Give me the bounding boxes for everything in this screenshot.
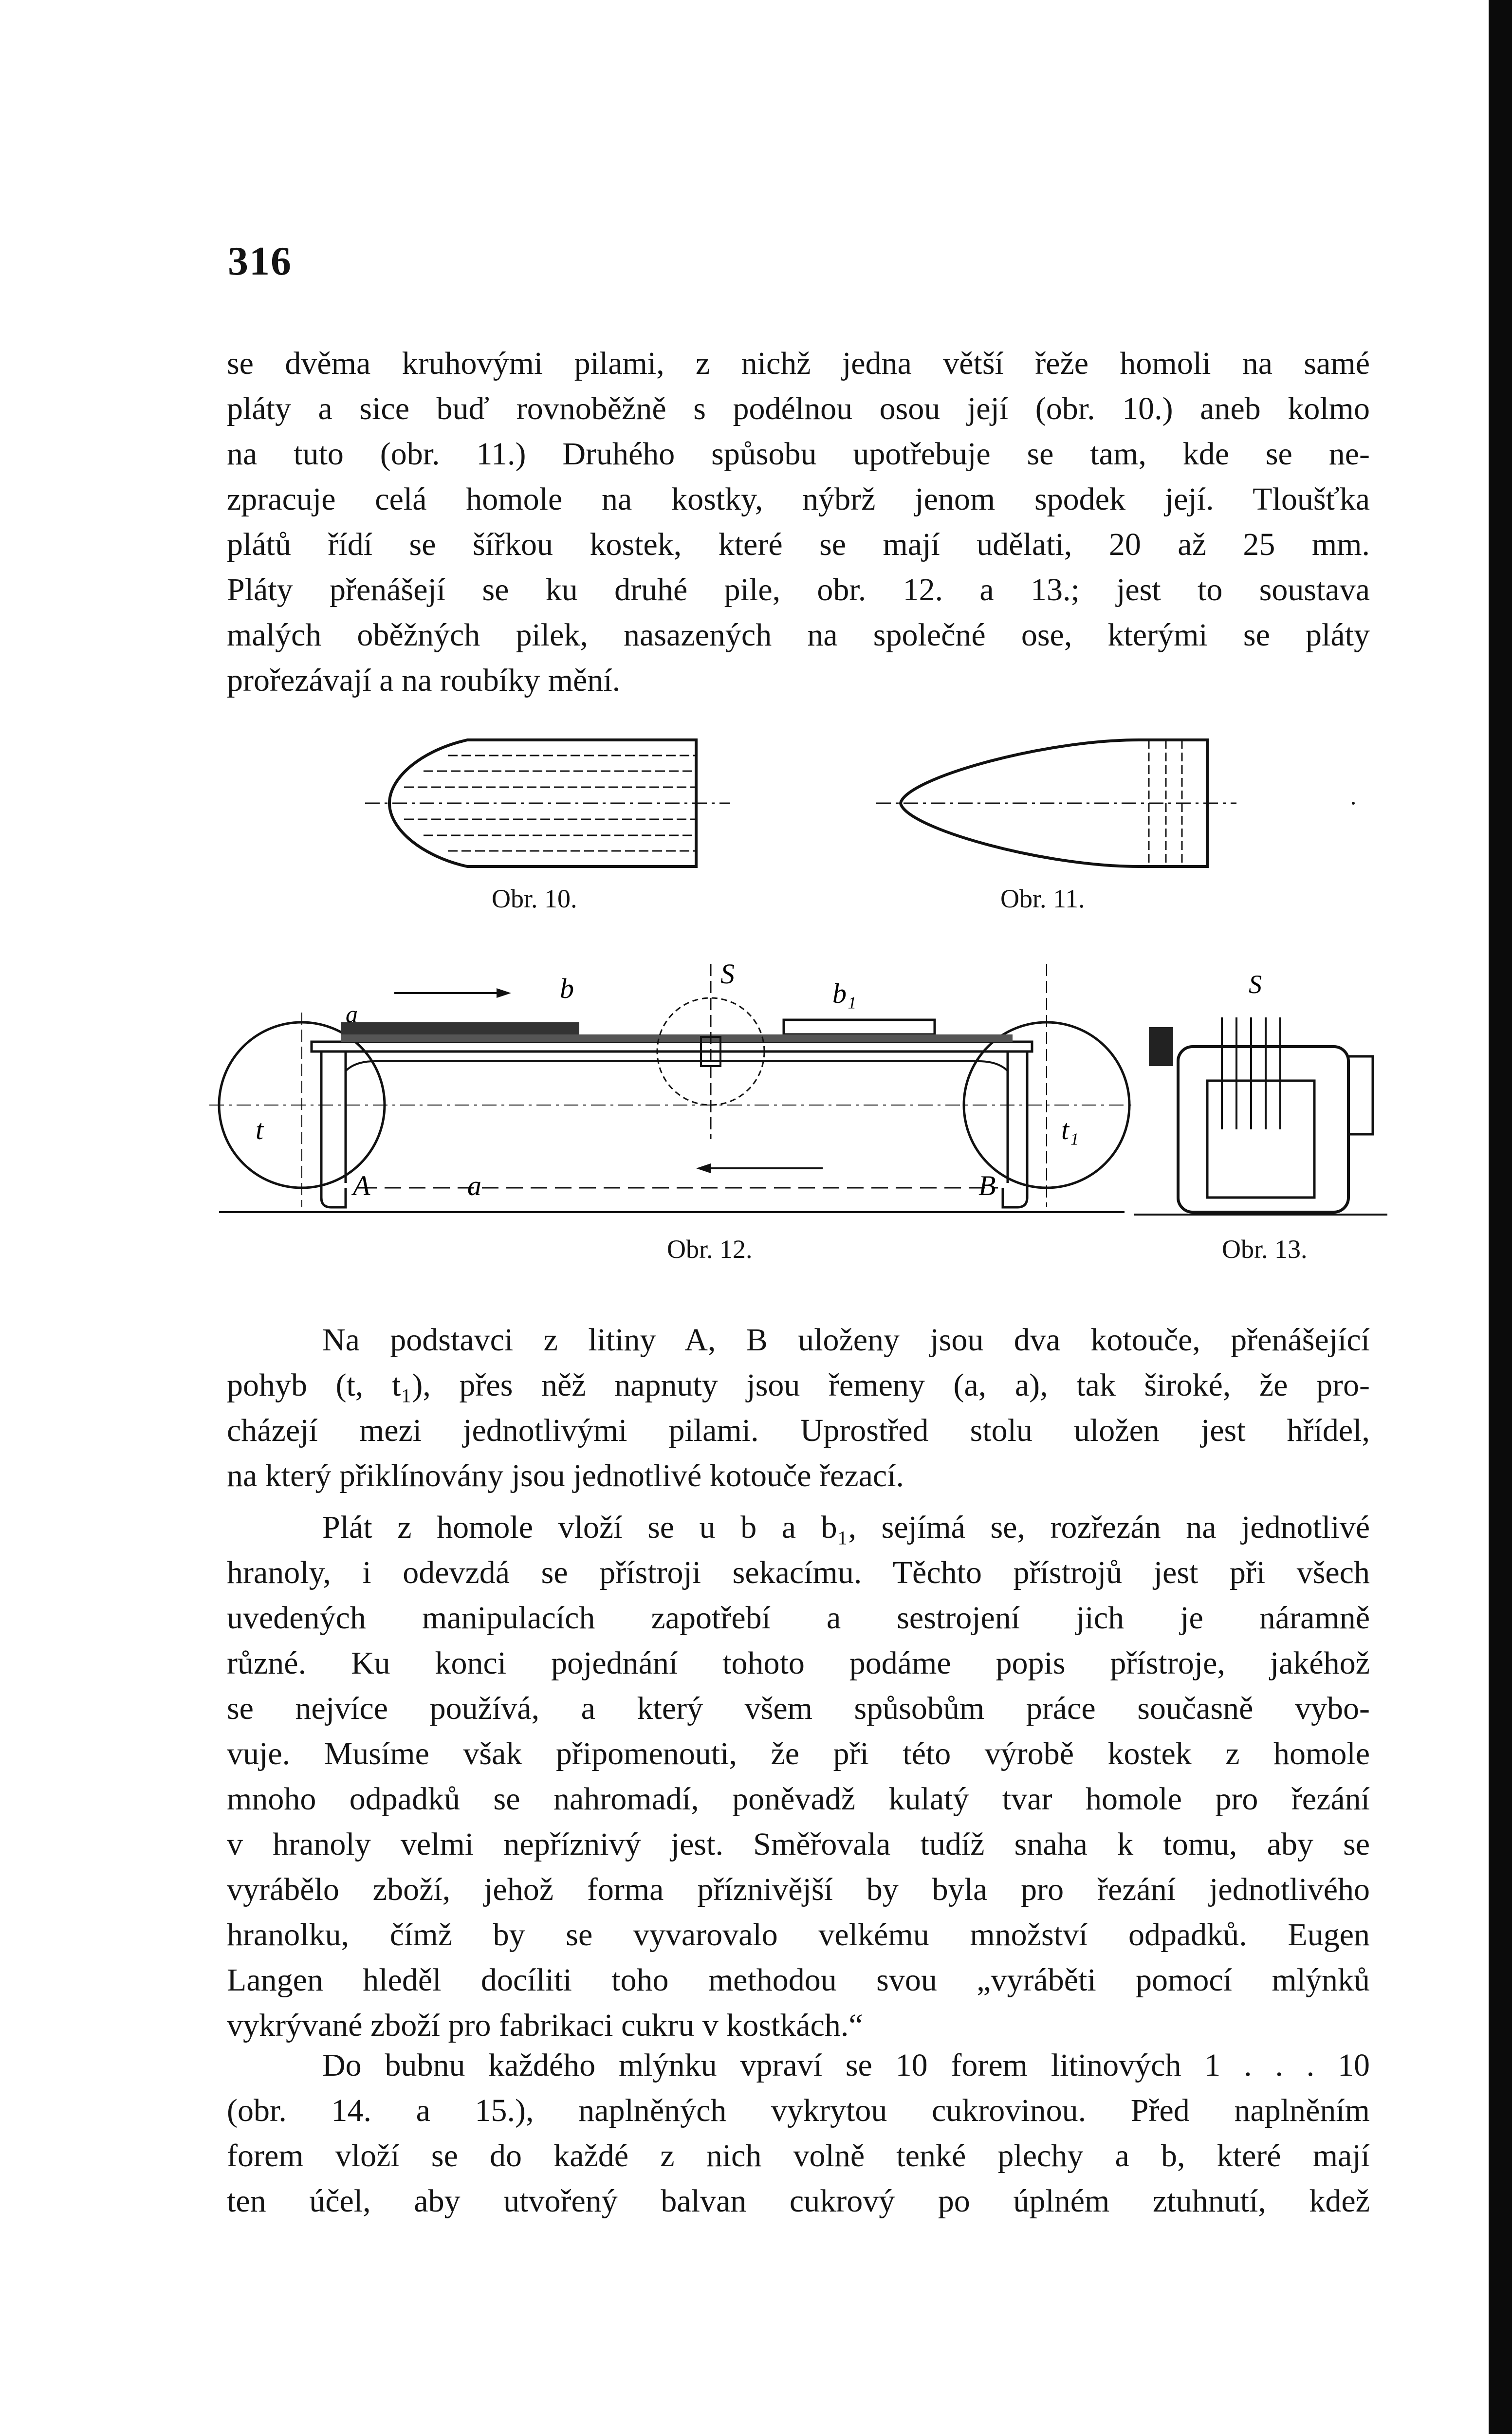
label-s: S [720, 958, 735, 990]
text-line: uvedených manipulacích zapotřebí a sestrojení jich je náramně [227, 1600, 1370, 1636]
figure-12-caption: Obr. 12. [667, 1235, 753, 1264]
text-line: Na podstavci z litiny A, B uloženy jsou dva kotouče, přenášející [322, 1322, 1370, 1358]
label-s: S [1249, 970, 1262, 999]
label-A: A [353, 1170, 370, 1201]
text-line: plátů řídí se šířkou kostek, které se mají udělati, 20 až 25 mm. [227, 527, 1370, 562]
paragraph-3 [227, 1505, 1370, 2048]
figure-11-sugar-loaf-perpendicular-cuts [867, 730, 1378, 876]
label-a: a [467, 1170, 481, 1201]
text-line: různé. Ku konci pojednání tohoto podáme popis přístroje, jakéhož [227, 1645, 1370, 1681]
text-line: vykrývané zboží pro fabrikaci cukru v kostkách.“ [227, 2008, 863, 2043]
figure-13-caption: Obr. 13. [1222, 1235, 1308, 1264]
label-t1: t₁ [1061, 1114, 1079, 1145]
paragraph-1 [227, 341, 1370, 703]
figure-13-sawing-machine-end-view [1134, 969, 1387, 1227]
text-line: Do bubnu každého mlýnku vpraví se 10 forem litinových 1 . . . 10 [322, 2047, 1370, 2083]
figure-11-caption: Obr. 11. [1000, 884, 1085, 913]
text-line: vyrábělo zboží, jehož forma příznivější by byla pro řezání jednotlivého [227, 1872, 1370, 1907]
text-line: zpracuje celá homole na kostky, nýbrž jenom spodek její. Tloušťka [227, 481, 1370, 517]
text-line: cházejí mezi jednotlivými pilami. Uprostřed stolu uložen jest hřídel, [227, 1413, 1370, 1448]
text-line: Langen hleděl docíliti toho methodou svou „vyráběti pomocí mlýnků [227, 1962, 1370, 1998]
figure-12-sawing-machine-side-view [200, 954, 1144, 1227]
page-edge-shadow [1489, 0, 1512, 2434]
text-line: pláty a sice buď rovnoběžně s podélnou osou její (obr. 10.) aneb kolmo [227, 391, 1370, 426]
text-line: ten účel, aby utvořený balvan cukrový po úplném ztuhnutí, kdež [227, 2183, 1370, 2219]
figure-10-sugar-loaf-parallel-cuts [355, 730, 755, 876]
text-line: prořezávají a na roubíky mění. [227, 663, 621, 698]
paragraph-4 [227, 2043, 1370, 2224]
text-line: v hranoly velmi nepříznivý jest. Směřovala tudíž snaha k tomu, aby se [227, 1826, 1370, 1862]
label-B: B [978, 1170, 996, 1201]
label-a-small: a [346, 1000, 358, 1028]
page-number: 316 [228, 239, 292, 284]
text-line: vuje. Musíme však připomenouti, že při této výrobě kostek z homole [227, 1736, 1370, 1771]
text-line: (obr. 14. a 15.), naplněných vykrytou cukrovinou. Před naplněním [227, 2093, 1370, 2128]
text-line: Plát z homole vloží se u b a b₁, sejímá se, rozřezán na jednotlivé [322, 1510, 1370, 1545]
text-line: se dvěma kruhovými pilami, z nichž jedna větší řeže homoli na samé [227, 346, 1370, 381]
paragraph-2 [227, 1317, 1370, 1498]
label-b: b [560, 973, 574, 1004]
text-line: malých oběžných pilek, nasazených na společné ose, kterými se pláty [227, 617, 1370, 653]
text-line: pohyb (t, t₁), přes něž napnuty jsou řemeny (a, a), tak široké, že pro- [227, 1367, 1370, 1403]
text-line: na který přiklínovány jsou jednotlivé kotouče řezací. [227, 1458, 904, 1494]
label-t: t [256, 1114, 264, 1145]
text-line: Pláty přenášejí se ku druhé pile, obr. 12. a 13.; jest to soustava [227, 572, 1370, 608]
text-line: forem vloží se do každé z nich volně tenké plechy a b, které mají [227, 2138, 1370, 2174]
text-line: na tuto (obr. 11.) Druhého spůsobu upotřebuje se tam, kde se ne- [227, 436, 1370, 472]
text-line: mnoho odpadků se nahromadí, poněvadž kulatý tvar homole pro řezání [227, 1781, 1370, 1817]
text-line: hranolku, čímž by se vyvarovalo velkému množství odpadků. Eugen [227, 1917, 1370, 1953]
label-b1: b₁ [832, 977, 857, 1009]
figure-10-caption: Obr. 10. [492, 884, 577, 913]
text-line: se nejvíce používá, a který všem spůsobům práce současně vybo- [227, 1691, 1370, 1726]
text-line: hranoly, i odevzdá se přístroji sekacímu. Těchto přístrojů jest při všech [227, 1555, 1370, 1590]
